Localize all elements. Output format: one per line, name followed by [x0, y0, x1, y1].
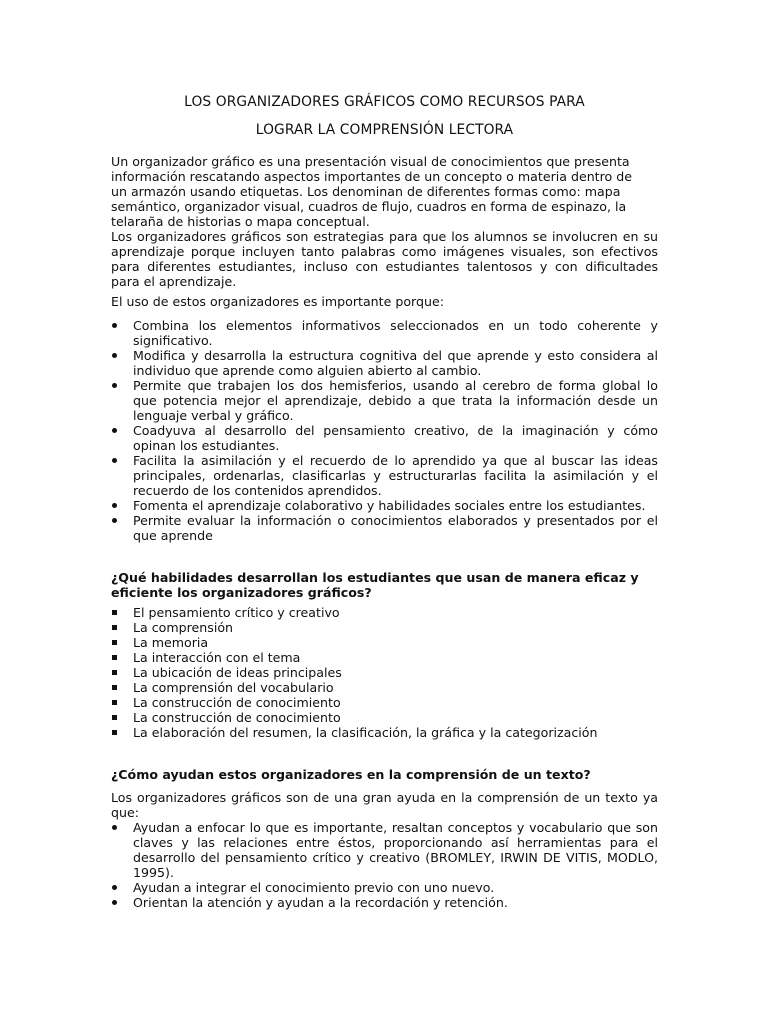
list-item: La comprensión del vocabulario	[111, 680, 658, 695]
list-item: Permite evaluar la información o conocimientos elaborados y presentados por el que aprende	[111, 513, 658, 543]
intro-paragraph-1	[111, 154, 658, 229]
title-line-1: LOS ORGANIZADORES GRÁFICOS COMO RECURSOS PARA	[184, 94, 585, 110]
bullet-icon	[112, 428, 117, 433]
square-bullet-icon	[112, 730, 117, 735]
square-bullet-icon	[112, 670, 117, 675]
square-bullet-icon	[112, 640, 117, 645]
list-item: Modifica y desarrolla la estructura cognitiva del que aprende y esto considera al individuo que aprende como alguien abierto al cambio.	[111, 348, 658, 378]
bullet-icon	[112, 825, 117, 830]
list-item: Coadyuva al desarrollo del pensamiento creativo, de la imaginación y cómo opinan los estudiantes.	[111, 423, 658, 453]
bullet-icon	[112, 353, 117, 358]
title-line-2: LOGRAR LA COMPRENSIÓN LECTORA	[255, 122, 514, 138]
question-2: ¿Cómo ayudan estos organizadores en la comprensión de un texto?	[111, 767, 591, 782]
intro-line: semántico, organizador visual, cuadros de flujo, cuadros en forma de espinazo, la	[111, 199, 627, 214]
answers-list	[111, 820, 658, 910]
bullet-icon	[112, 900, 117, 905]
list-item: Orientan la atención y ayudan a la recordación y retención.	[111, 895, 658, 910]
bullet-icon	[112, 503, 117, 508]
bullet-icon	[112, 383, 117, 388]
bullet-icon	[112, 518, 117, 523]
list-item: La interacción con el tema	[111, 650, 658, 665]
square-bullet-icon	[112, 625, 117, 630]
list-item: Permite que trabajen los dos hemisferios, usando al cerebro de forma global lo que potencia mejor el aprendizaje, debido a que trata la información desde un lenguaje verbal y gráfico.	[111, 378, 658, 423]
list-item: Combina los elementos informativos seleccionados en un todo coherente y significativo.	[111, 318, 658, 348]
bullet-icon	[112, 458, 117, 463]
bullet-icon	[112, 323, 117, 328]
list-item: La comprensión	[111, 620, 658, 635]
square-bullet-icon	[112, 610, 117, 615]
answer-intro: Los organizadores gráficos son de una gran ayuda en la comprensión de un texto ya que:	[111, 790, 658, 820]
question-1: ¿Qué habilidades desarrollan los estudiantes que usan de manera eficaz y eficiente los organizadores gráficos?	[111, 570, 639, 600]
square-bullet-icon	[112, 685, 117, 690]
skills-list	[111, 605, 658, 740]
intro-line: un armazón usando etiquetas. Los denominan de diferentes formas como: mapa	[111, 184, 621, 199]
list-item: Ayudan a integrar el conocimiento previo con uno nuevo.	[111, 880, 658, 895]
square-bullet-icon	[112, 700, 117, 705]
intro-paragraph-3: El uso de estos organizadores es importante porque:	[111, 294, 444, 309]
list-item: Facilita la asimilación y el recuerdo de lo aprendido ya que al buscar las ideas principales, ordenarlas, clasificarlas y estructurarlas facilita la asimilación y el recuerdo de los contenidos aprendidos.	[111, 453, 658, 498]
square-bullet-icon	[112, 715, 117, 720]
list-item: La construcción de conocimiento	[111, 695, 658, 710]
reasons-list	[111, 318, 658, 543]
list-item: La memoria	[111, 635, 658, 650]
intro-paragraph-2: Los organizadores gráficos son estrategias para que los alumnos se involucren en su aprendizaje porque incluyen tanto palabras como imágenes visuales, son efectivos para diferentes estudiantes, incluso con estudiantes talentosos y con dificultades para el aprendizaje.	[111, 229, 658, 289]
square-bullet-icon	[112, 655, 117, 660]
list-item: La construcción de conocimiento	[111, 710, 658, 725]
list-item: Ayudan a enfocar lo que es importante, resaltan conceptos y vocabulario que son claves y las relaciones entre éstos, proporcionando así herramientas para el desarrollo del pensamiento crítico y creativo (BROMLEY, IRWIN DE VITIS, MODLO, 1995).	[111, 820, 658, 880]
list-item: La ubicación de ideas principales	[111, 665, 658, 680]
bullet-icon	[112, 885, 117, 890]
list-item: La elaboración del resumen, la clasificación, la gráfica y la categorización	[111, 725, 658, 740]
intro-line: telaraña de historias o mapa conceptual.	[111, 214, 370, 229]
intro-line: Un organizador gráfico es una presentación visual de conocimientos que presenta	[111, 154, 630, 169]
list-item: El pensamiento crítico y creativo	[111, 605, 658, 620]
intro-line: información rescatando aspectos importantes de un concepto o materia dentro de	[111, 169, 632, 184]
list-item: Fomenta el aprendizaje colaborativo y habilidades sociales entre los estudiantes.	[111, 498, 658, 513]
